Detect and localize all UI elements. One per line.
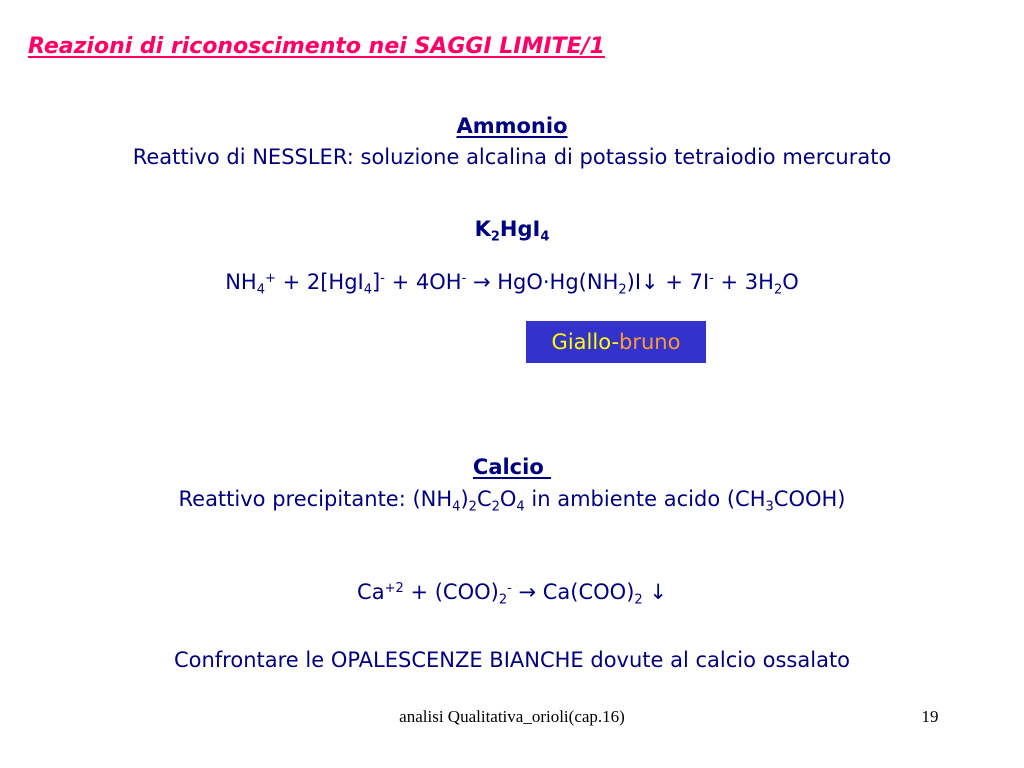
reagent-c: C [476,487,492,511]
formula-hgi-subscript: 4 [540,229,550,245]
eq-plus-hgi: + 2[HgI [275,270,364,294]
ammonio-reagent: Reattivo di NESSLER: soluzione alcalina di potassio tetraiodio mercurato [132,145,892,169]
down-arrow-icon: ↓ [641,270,659,294]
formula-hgi: HgI [499,217,541,241]
eq-hgi-sup: - [380,270,385,286]
eq-nh2-sub: 2 [618,282,627,298]
ca-eq-ca: Ca [357,580,385,604]
eq-nh-sup: + [265,270,276,286]
eq-product: HgO·Hg(NH [497,270,619,294]
ammonio-heading: Ammonio [456,114,568,138]
eq-plus-i: + 7I [658,270,710,294]
reagent-sub-4: 4 [452,499,461,515]
slide-title: Reazioni di riconoscimento nei SAGGI LIMITE/1 [28,34,605,59]
color-badge [526,321,706,363]
ca-eq-sub2: 2 [498,592,508,608]
eq-i-sup: - [709,270,714,286]
ca-eq-ca-sup: +2 [384,580,404,596]
right-arrow-icon: → [511,580,543,604]
page-number: 19 [921,707,939,726]
eq-oh-sup: - [461,270,467,286]
formula-k: K [474,217,491,241]
eq-nh: NH [225,270,257,294]
reagent-sub-o4: 4 [516,499,525,515]
down-arrow-icon: ↓ [642,580,667,604]
footer-source: analisi Qualitativa_orioli(cap.16) [399,707,625,726]
reagent-end: COOH) [773,487,846,511]
eq-h-sub: 2 [773,282,783,298]
reagent-sub-c2: 2 [491,499,500,515]
right-arrow-icon: → [466,270,498,294]
reagent-o: O [499,487,517,511]
ammonio-formula [0,217,1024,245]
ammonio-equation [0,270,1024,298]
reagent-sub-3: 3 [765,499,774,515]
eq-product-end: )I [626,270,642,294]
eq-plus-h: + 3H [713,270,774,294]
calcio-equation [0,580,1024,608]
reagent-mid: in ambiente acido (CH [524,487,766,511]
calcio-reagent [0,487,1024,515]
eq-hgi-sub: 4 [363,282,373,298]
eq-o: O [782,270,799,294]
reagent-paren: ) [460,487,469,511]
eq-bracket-close: ] [372,270,381,294]
ca-eq-prod-sub: 2 [634,592,643,608]
calcio-note: Confrontare le OPALESCENZE BIANCHE dovute al calcio ossalato [173,648,851,672]
badge-bruno: bruno [619,330,681,354]
reagent-sub-2: 2 [468,499,477,515]
reagent-pre: Reattivo precipitante: (NH [178,487,453,511]
ca-eq-sup-minus: - [507,580,512,596]
badge-giallo: Giallo [551,330,612,354]
eq-plus-oh: + 4OH [384,270,462,294]
ca-eq-product: Ca(COO) [542,580,635,604]
eq-nh-sub: 4 [256,282,265,298]
formula-k-subscript: 2 [490,229,500,245]
ca-eq-plus: + (COO) [403,580,499,604]
calcio-heading: Calcio [472,455,552,479]
badge-dash: - [611,330,620,354]
